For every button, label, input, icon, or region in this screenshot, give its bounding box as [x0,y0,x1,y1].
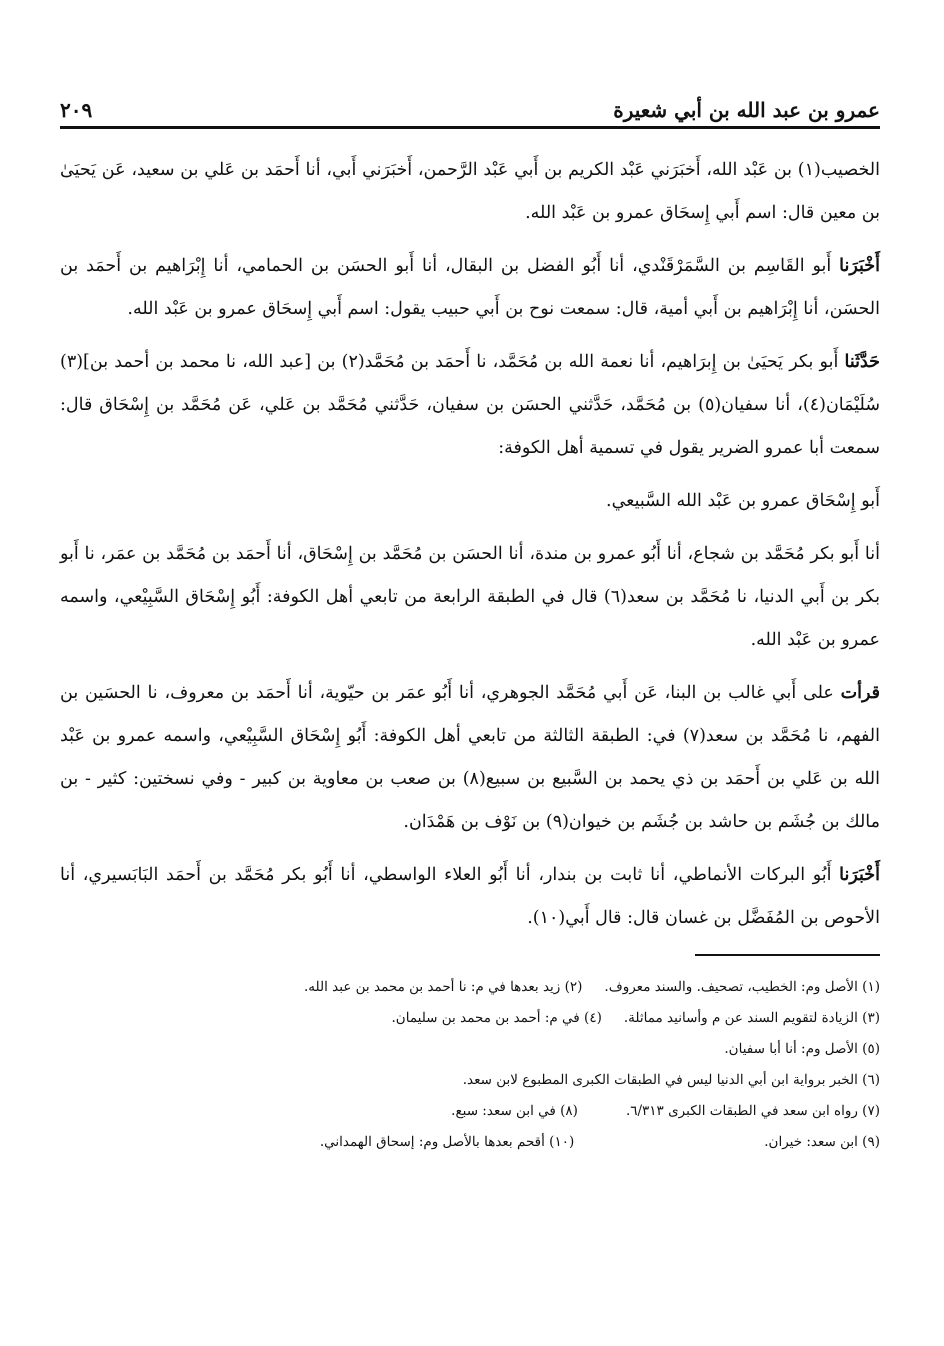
footnote-line [60,1127,880,1158]
paragraph [60,149,880,235]
paragraph-text: أَبو بكر يَحيَىٰ بن إِبرَاهيم، أنا نعمة الله بن مُحَمَّد، نا أَحمَد بن مُحَمَّد(٢) بن [عبد الله، نا محمد بن أحمد بن](٣) سُلَيْمَان(٤)، أنا سفيان(٥) بن مُحَمَّد، حَدَّثني الحسَن بن سفيان، حَدَّثني مُحَمَّد بن عَلي، عَن مُحَمَّد بن إِسْحَاق قال: سمعت أبا عمرو الضرير يقول في تسمية أهل الكوفة: [60,352,880,458]
paragraph-text: أنا أَبو بكر مُحَمَّد بن شجاع، أنا أَبُو عمرو بن مندة، أنا الحسَن بن مُحَمَّد بن إِسْحَاق، أنا أَحمَد بن مُحَمَّد بن عمَر، نا أَبو بكر بن أَبي الدنيا، نا مُحَمَّد بن سعد(٦) قال في الطبقة الرابعة من تابعي أهل الكوفة: أَبُو إِسْحَاق السَّبِيْعي، واسمه عمرو بن عَبْد الله. [60,544,881,650]
paragraph [60,245,880,331]
footnote: (٥) الأصل وم: أنا أبا سفيان. [724,1041,880,1057]
footnote: (١) الأصل وم: الخطيب، تصحيف. والسند معروف. [604,979,880,995]
chain-lead-word: قرأت [840,683,880,703]
paragraph-text: على أَبي غالب بن البنا، عَن أَبي مُحَمَّد الجوهري، أنا أَبُو عمَر بن حيّوية، أنا أَحمَد بن معروف، نا الحسَين بن الفهم، نا مُحَمَّد بن سعد(٧) في: الطبقة الثالثة من تابعي أهل الكوفة: أَبُو إِسْحَاق السَّبِيْعي، واسمه عمرو بن عَبْد الله بن عَلي بن أَحمَد بن ذي يحمد بن السَّبيع بن سبيع(٨) بن صعب بن معاوية بن كبير - وفي نسختين: كثير - بن مالك بن جُشَم بن حاشد بن جُشَم بن خيوان(٩) بن نَوْف بن هَمْدَان. [60,683,880,832]
footnote: (٧) رواه ابن سعد في الطبقات الكبرى ٦/٣١٣. [625,1103,880,1119]
paragraph [60,480,880,523]
paragraph-text: أَبو القَاسِم بن السَّمَرْقَنْدي، أنا أَبُو الفضل بن البقال، أنا أَبو الحسَن بن الحمامي، أنا إِبْرَاهيم بن أَحمَد بن الحسَن، أنا إِبْرَاهيم بن أَبي أمية، قال: سمعت نوح بن أَبي حبيب يقول: اسم أَبي إِسحَاق عمرو بن عَبْد الله. [60,256,880,319]
paragraph [60,341,880,470]
footnote-line [60,1003,880,1034]
running-title: عمرو بن عبد الله بن أبي شعيرة [613,98,880,122]
footnote: (٦) الخبر برواية ابن أبي الدنيا ليس في الطبقات الكبرى المطبوع لابن سعد. [462,1072,880,1088]
footnote: (٤) في م: أحمد بن محمد بن سليمان. [391,1010,602,1026]
paragraph-text: الخصيب(١) بن عَبْد الله، أَخبَرَني عَبْد الكريم بن أَبي عَبْد الرَّحمن، أَخبَرَني أَبي، أنا أَحمَد بن عَلي بن سعيد، عَن يَحيَىٰ بن معين قال: اسم أَبي إِسحَاق عمرو بن عَبْد الله. [60,160,880,223]
paragraph-text: أَبو إِسْحَاق عمرو بن عَبْد الله السَّبيعي. [606,491,880,511]
header-rule [60,126,880,129]
chain-lead-word: أَخْبَرَنا [839,865,880,885]
paragraph [60,854,880,940]
paragraph-text: أَبُو البركات الأنماطي، أنا ثابت بن بندار، أنا أَبُو العلاء الواسطي، أنا أَبُو بكر مُحَمَّد بن أَحمَد البَابَسيري، أنا الأحوص بن المُفَضَّل بن غسان قال: قال أَبي(١٠). [60,865,880,928]
chain-lead-word: حَدَّثَنا [844,352,880,372]
footnote: (٢) زيد بعدها في م: نا أحمد بن محمد بن عبد الله. [304,979,583,995]
book-page [60,80,880,1158]
running-header [60,80,880,122]
page-number: ٢٠٩ [60,98,93,122]
footnote: (١٠) أقحم بعدها بالأصل وم: إسحاق الهمداني. [319,1134,575,1150]
main-text [60,149,880,940]
paragraph [60,672,880,844]
footnote-line [60,1096,880,1127]
footnote-line [60,1065,880,1096]
footnote-line [60,972,880,1003]
footnotes [60,972,880,1158]
footnote: (٣) الزيادة لتقويم السند عن م وأسانيد مماثلة. [623,1010,880,1026]
footnote-separator [695,954,880,956]
paragraph [60,533,880,662]
footnote: (٨) في ابن سعد: سبع. [451,1103,578,1119]
chain-lead-word: أَخْبَرَنا [839,256,880,276]
footnote-line [60,1034,880,1065]
footnote: (٩) ابن سعد: خيران. [764,1134,880,1150]
